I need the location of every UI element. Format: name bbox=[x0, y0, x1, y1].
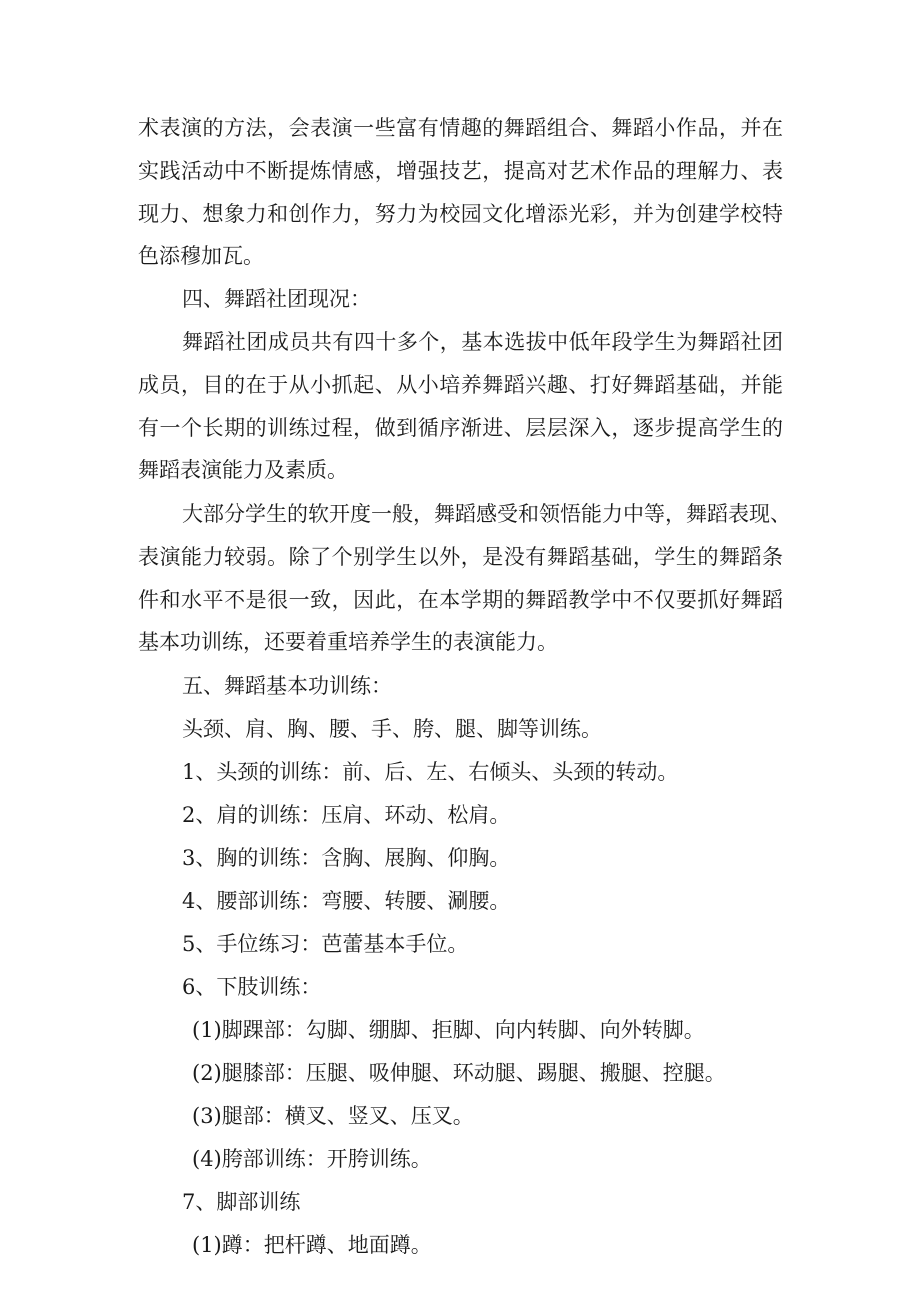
text-line: 现力、想象力和创作力，努力为校园文化增添光彩，并为创建学校特 bbox=[138, 202, 783, 226]
list-item: 2、肩的训练：压肩、环动、松肩。 bbox=[182, 803, 511, 827]
text-line: 术表演的方法，会表演一些富有情趣的舞蹈组合、舞蹈小作品，并在 bbox=[138, 116, 783, 140]
sub-list-item: (1)脚踝部：勾脚、绷脚、拒脚、向内转脚、向外转脚。 bbox=[192, 1018, 705, 1042]
text-line: 色添穆加瓦。 bbox=[138, 244, 264, 268]
list-item: 3、胸的训练：含胸、展胸、仰胸。 bbox=[182, 846, 511, 870]
text-line: 表演能力较弱。除了个别学生以外，是没有舞蹈基础，学生的舞蹈条 bbox=[138, 545, 783, 569]
text-line: 件和水平不是很一致，因此，在本学期的舞蹈教学中不仅要抓好舞蹈 bbox=[138, 588, 783, 612]
sub-list-item: (4)胯部训练：开胯训练。 bbox=[192, 1147, 432, 1171]
list-item: 1、头颈的训练：前、后、左、右倾头、头颈的转动。 bbox=[182, 760, 679, 784]
text-line: 大部分学生的软开度一般，舞蹈感受和领悟能力中等，舞蹈表现、 bbox=[182, 502, 791, 526]
text-line: 头颈、肩、胸、腰、手、胯、腿、脚等训练。 bbox=[182, 717, 602, 741]
sub-list-item: (2)腿膝部：压腿、吸伸腿、环动腿、踢腿、搬腿、控腿。 bbox=[192, 1061, 726, 1085]
text-line: 实践活动中不断提炼情感，增强技艺，提高对艺术作品的理解力、表 bbox=[138, 159, 783, 183]
sub-list-item: (1)蹲：把杆蹲、地面蹲。 bbox=[192, 1233, 432, 1257]
list-item: 6、下肢训练： bbox=[182, 975, 322, 999]
text-line: 基本功训练，还要着重培养学生的表演能力。 bbox=[138, 630, 558, 654]
text-line: 舞蹈表演能力及素质。 bbox=[138, 458, 348, 482]
section-heading: 五、舞蹈基本功训练： bbox=[182, 674, 392, 698]
text-line: 成员，目的在于从小抓起、从小培养舞蹈兴趣、打好舞蹈基础，并能 bbox=[138, 373, 783, 397]
section-heading: 四、舞蹈社团现况： bbox=[182, 287, 371, 311]
sub-list-item: (3)腿部：横叉、竖叉、压叉。 bbox=[192, 1104, 474, 1128]
text-line: 舞蹈社团成员共有四十多个，基本选拔中低年段学生为舞蹈社团 bbox=[182, 330, 783, 354]
list-item: 7、脚部训练 bbox=[182, 1190, 301, 1214]
text-line: 有一个长期的训练过程，做到循序渐进、层层深入，逐步提高学生的 bbox=[138, 416, 783, 440]
list-item: 4、腰部训练：弯腰、转腰、涮腰。 bbox=[182, 889, 511, 913]
list-item: 5、手位练习：芭蕾基本手位。 bbox=[182, 932, 469, 956]
